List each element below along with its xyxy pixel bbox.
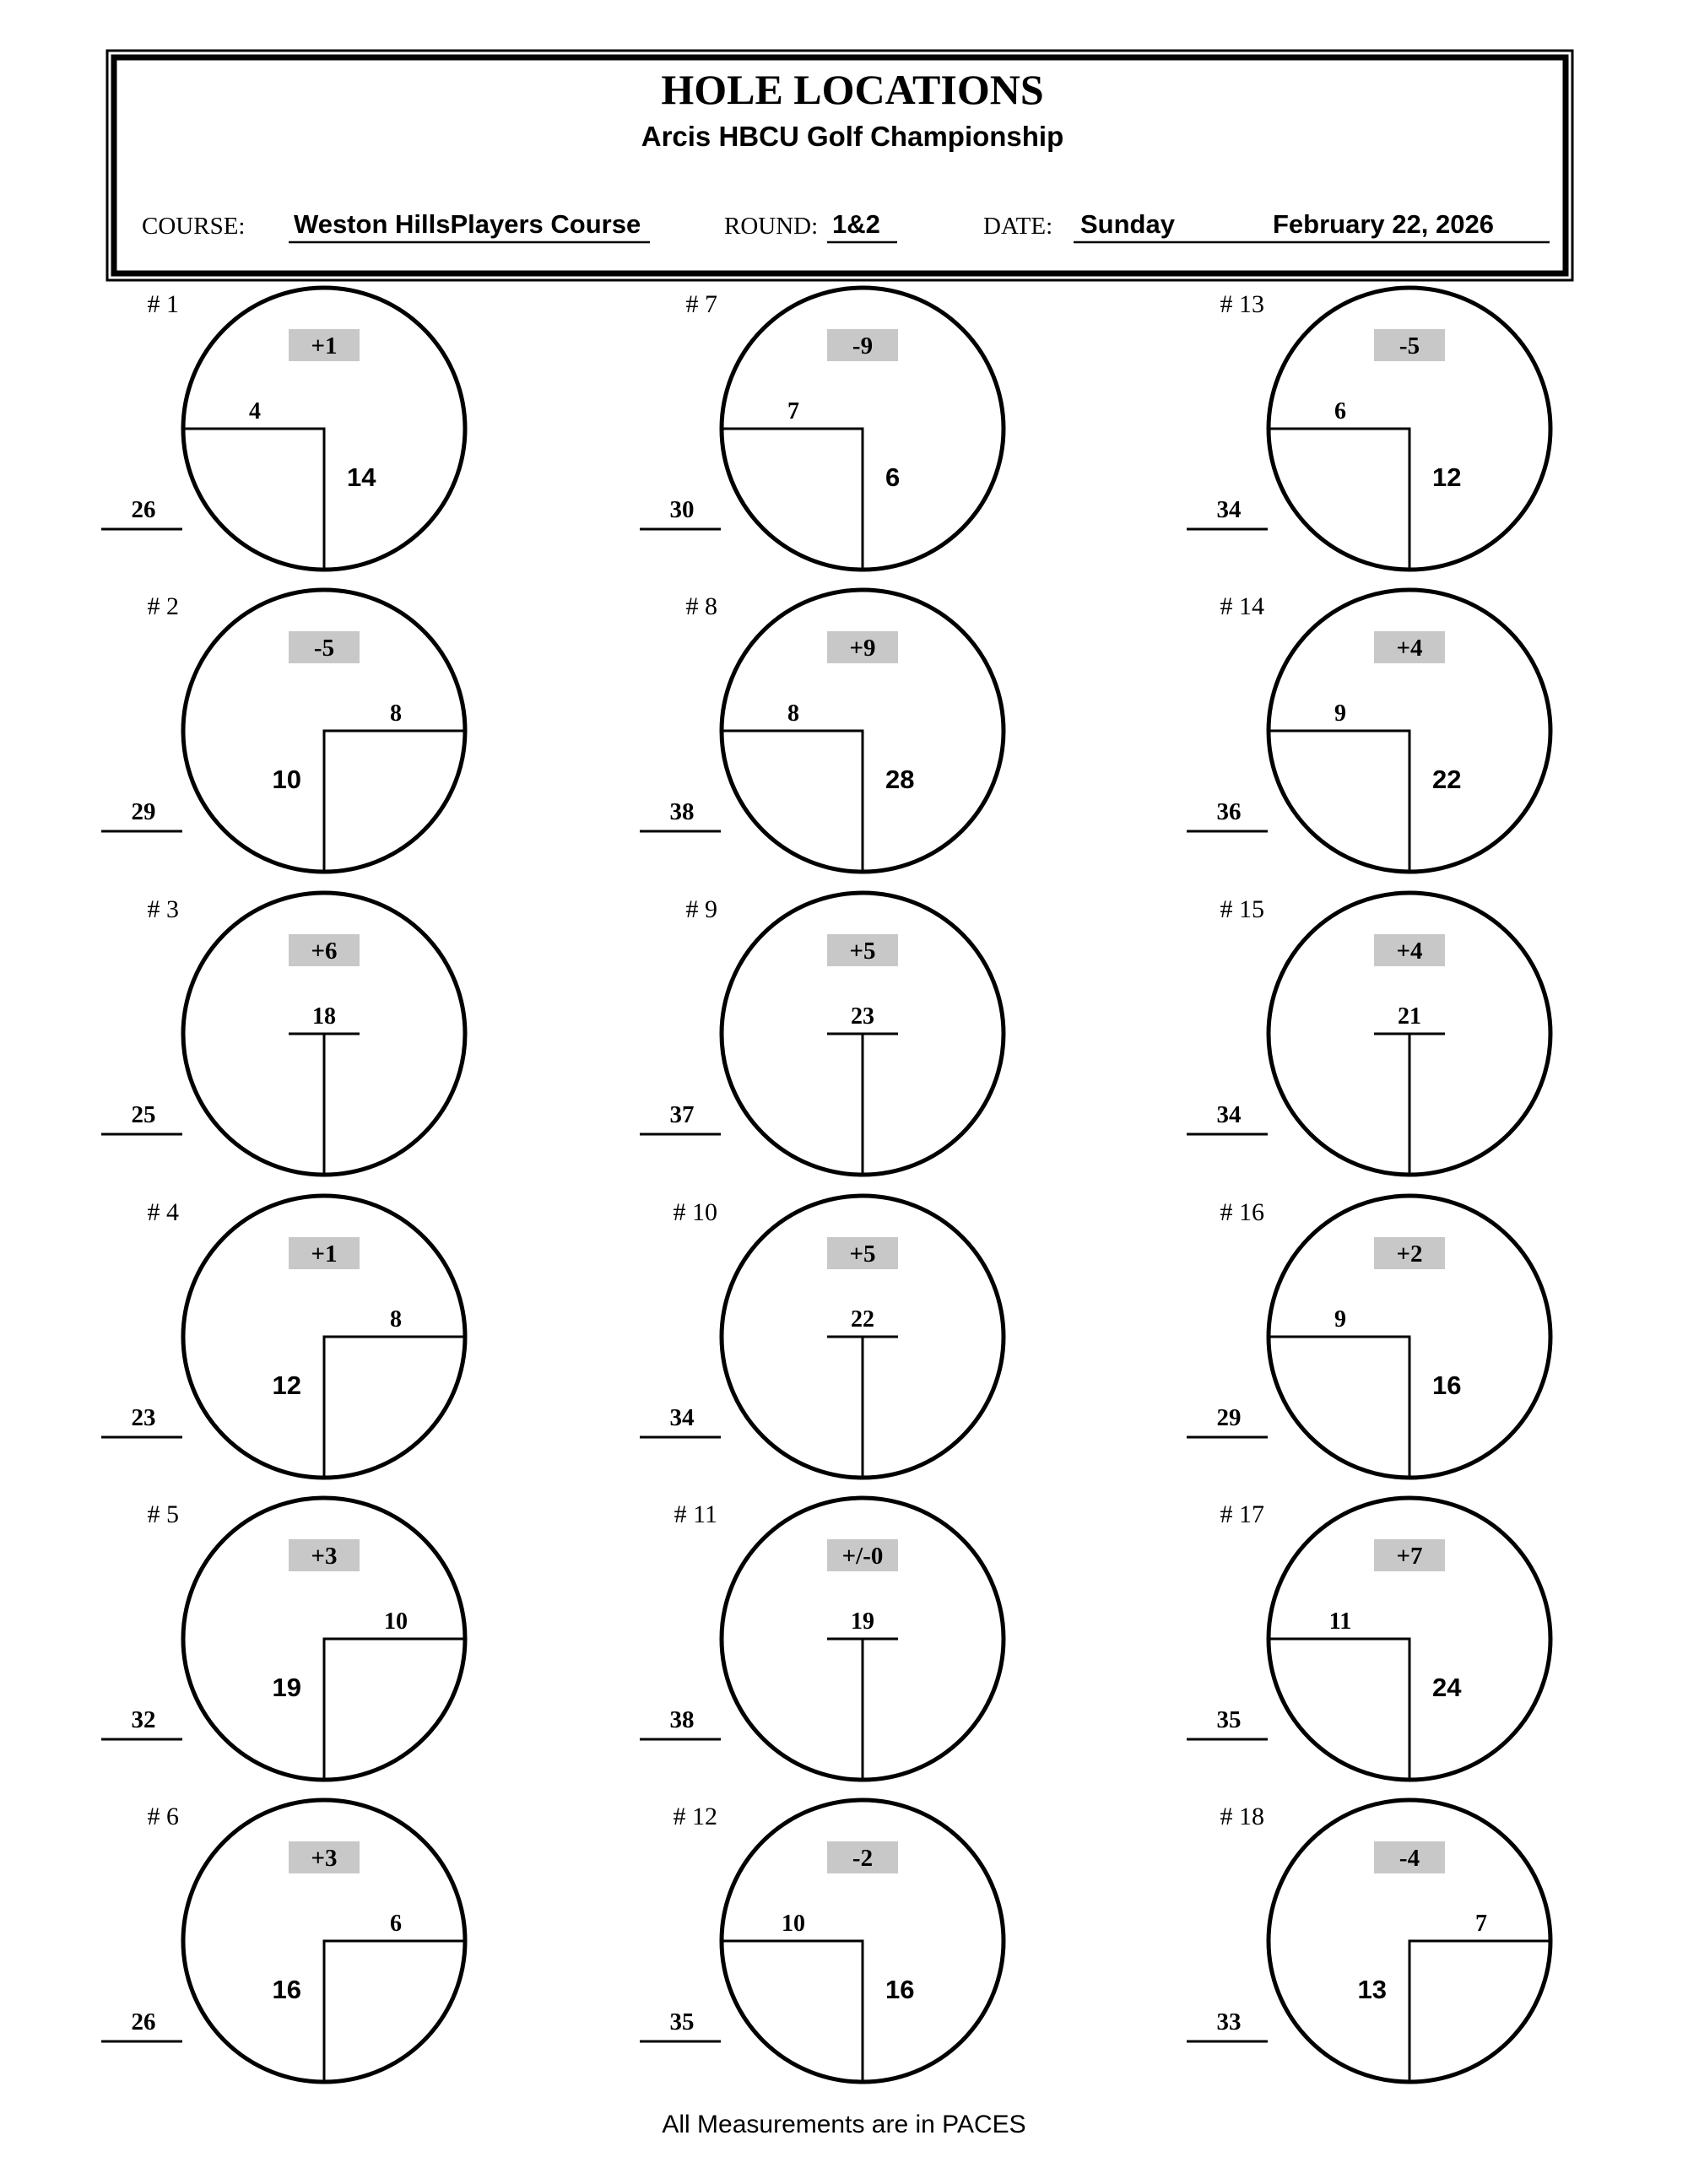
green-depth: 25 <box>131 1101 156 1128</box>
footer-note: All Measurements are in PACES <box>662 2111 1026 2138</box>
pin-offset-badge: +3 <box>311 1845 338 1872</box>
from-front-distance: 18 <box>312 1003 336 1030</box>
green-depth: 35 <box>669 2008 695 2035</box>
from-edge-distance: 8 <box>390 700 402 727</box>
hole-11 <box>640 1498 1004 1780</box>
green-depth: 33 <box>1216 2008 1242 2035</box>
vertical-distance: 19 <box>272 1673 301 1702</box>
pin-offset-badge: +3 <box>311 1543 338 1570</box>
from-edge-distance: 7 <box>1475 1911 1487 1937</box>
vertical-distance: 24 <box>1432 1673 1462 1702</box>
hole-8 <box>640 590 1004 872</box>
pin-offset-badge: +4 <box>1396 635 1423 662</box>
from-edge-distance: 8 <box>787 700 799 727</box>
pin-offset-badge: +6 <box>311 938 338 965</box>
vertical-distance: 16 <box>272 1975 301 2004</box>
hole-number-label: # 13 <box>1220 290 1264 318</box>
from-edge-distance: 8 <box>390 1306 402 1333</box>
pin-offset-badge: +1 <box>311 332 338 359</box>
round-value: 1&2 <box>832 209 880 239</box>
pin-offset-badge: -4 <box>1399 1845 1420 1872</box>
green-depth: 30 <box>669 496 695 523</box>
from-front-distance: 21 <box>1398 1003 1421 1030</box>
green-depth: 34 <box>669 1404 695 1431</box>
vertical-distance: 6 <box>885 462 901 492</box>
vertical-distance: 28 <box>885 765 915 794</box>
from-edge-distance: 9 <box>1334 700 1346 727</box>
date-label: DATE: <box>983 213 1053 240</box>
from-edge-distance: 9 <box>1334 1306 1346 1333</box>
hole-number-label: # 5 <box>147 1500 179 1528</box>
green-depth: 34 <box>1216 1101 1242 1128</box>
pin-offset-badge: +7 <box>1396 1543 1423 1570</box>
hole-number-label: # 11 <box>674 1500 717 1528</box>
from-edge-distance: 6 <box>1334 398 1346 424</box>
hole-number-label: # 3 <box>147 895 179 923</box>
green-depth: 26 <box>131 2008 156 2035</box>
from-front-distance: 22 <box>851 1306 874 1333</box>
vertical-distance: 10 <box>272 765 301 794</box>
hole-number-label: # 1 <box>147 290 179 318</box>
from-edge-distance: 6 <box>390 1911 402 1937</box>
hole-number-label: # 8 <box>685 592 717 620</box>
hole-number-label: # 15 <box>1220 895 1264 923</box>
from-front-distance: 19 <box>851 1608 874 1635</box>
pin-offset-badge: +2 <box>1396 1241 1423 1268</box>
pin-offset-badge: -9 <box>852 332 874 359</box>
course-label: COURSE: <box>142 213 246 240</box>
vertical-distance: 12 <box>1432 462 1462 492</box>
hole-number-label: # 18 <box>1220 1803 1264 1830</box>
hole-7 <box>640 288 1004 570</box>
hole-number-label: # 4 <box>147 1198 179 1226</box>
hole-number-label: # 14 <box>1220 592 1264 620</box>
pin-offset-badge: +4 <box>1396 938 1423 965</box>
hole-3 <box>101 893 465 1175</box>
pin-offset-badge: +/-0 <box>841 1543 884 1570</box>
course-value: Weston HillsPlayers Course <box>294 209 641 239</box>
hole-13 <box>1187 288 1550 570</box>
hole-number-label: # 9 <box>685 895 717 923</box>
hole-6 <box>101 1800 465 2082</box>
hole-number-label: # 17 <box>1220 1500 1264 1528</box>
from-edge-distance: 4 <box>249 398 261 424</box>
vertical-distance: 14 <box>347 462 376 492</box>
green-depth: 29 <box>1216 1404 1242 1431</box>
from-edge-distance: 11 <box>1328 1608 1352 1635</box>
vertical-distance: 22 <box>1432 765 1462 794</box>
pin-offset-badge: -2 <box>852 1845 874 1872</box>
green-depth: 38 <box>669 1706 695 1733</box>
pin-offset-badge: -5 <box>1399 332 1420 359</box>
event-name: Arcis HBCU Golf Championship <box>641 121 1064 152</box>
hole-1 <box>101 288 465 570</box>
date-value: February 22, 2026 <box>1273 209 1494 239</box>
round-label: ROUND: <box>724 213 819 240</box>
pin-offset-badge: +9 <box>849 635 876 662</box>
hole-number-label: # 6 <box>147 1803 179 1830</box>
hole-17 <box>1187 1498 1550 1780</box>
green-depth: 34 <box>1216 496 1242 523</box>
hole-5 <box>101 1498 465 1780</box>
hole-2 <box>101 590 465 872</box>
from-front-distance: 23 <box>851 1003 874 1030</box>
date-day: Sunday <box>1080 209 1175 239</box>
page-title: HOLE LOCATIONS <box>661 66 1044 113</box>
from-edge-distance: 10 <box>384 1608 408 1635</box>
vertical-distance: 12 <box>272 1370 301 1400</box>
hole-4 <box>101 1196 465 1478</box>
hole-12 <box>640 1800 1004 2082</box>
hole-number-label: # 16 <box>1220 1198 1264 1226</box>
green-depth: 29 <box>131 798 156 825</box>
hole-14 <box>1187 590 1550 872</box>
green-depth: 36 <box>1216 798 1242 825</box>
pin-offset-badge: -5 <box>313 635 335 662</box>
header-box <box>107 51 1572 280</box>
green-depth: 37 <box>669 1101 695 1128</box>
hole-number-label: # 12 <box>673 1803 717 1830</box>
hole-15 <box>1187 893 1550 1175</box>
vertical-distance: 13 <box>1357 1975 1387 2004</box>
hole-diagrams <box>101 288 1550 2082</box>
green-depth: 35 <box>1216 1706 1242 1733</box>
green-depth: 32 <box>131 1706 156 1733</box>
pin-offset-badge: +5 <box>849 938 876 965</box>
hole-number-label: # 10 <box>673 1198 717 1226</box>
hole-number-label: # 7 <box>685 290 717 318</box>
green-depth: 23 <box>131 1404 156 1431</box>
hole-number-label: # 2 <box>147 592 179 620</box>
from-edge-distance: 7 <box>787 398 799 424</box>
green-depth: 26 <box>131 496 156 523</box>
hole-10 <box>640 1196 1004 1478</box>
from-edge-distance: 10 <box>782 1911 805 1937</box>
pin-offset-badge: +1 <box>311 1241 338 1268</box>
pin-offset-badge: +5 <box>849 1241 876 1268</box>
vertical-distance: 16 <box>1432 1370 1462 1400</box>
vertical-distance: 16 <box>885 1975 915 2004</box>
hole-9 <box>640 893 1004 1175</box>
green-depth: 38 <box>669 798 695 825</box>
hole-16 <box>1187 1196 1550 1478</box>
hole-18 <box>1187 1800 1550 2082</box>
